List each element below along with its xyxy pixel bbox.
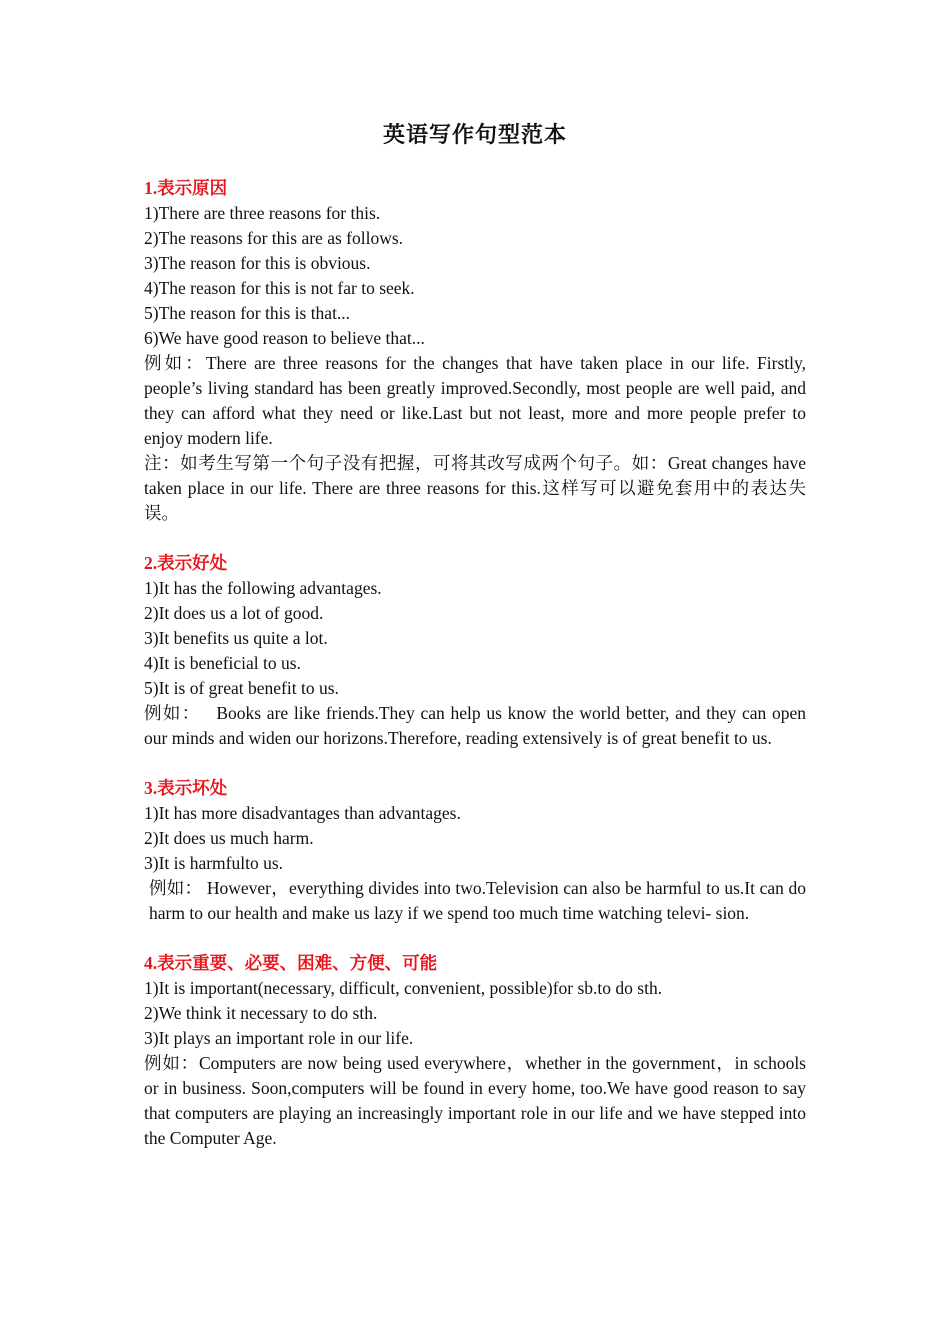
sentence-pattern: 2)It does us much harm.: [144, 828, 314, 848]
document-title: 英语写作句型范本: [382, 123, 567, 148]
section-heading: 1.表示原因: [144, 178, 228, 198]
sentence-pattern: 5)It is of great benefit to us.: [144, 678, 339, 698]
section-reasons: [144, 176, 806, 526]
sentence-pattern: 1)There are three reasons for this.: [144, 203, 381, 223]
section-heading: 3.表示坏处: [144, 778, 228, 798]
document-page: [144, 118, 806, 1176]
section-advantages: [144, 551, 806, 751]
sentence-pattern: 4)The reason for this is not far to seek.: [144, 278, 415, 298]
sentence-pattern: 3)It is harmfulto us.: [144, 853, 284, 873]
example-paragraph: 例如：There are three reasons for the changes that have taken place in our life. Firstly, people’s living standard has been greatly improved.Secondly, most people are well paid, and they can afford what they need or like.Last but not least, more and more people prefer to enjoy modern life.: [144, 353, 806, 448]
sentence-pattern: 1)It has more disadvantages than advantages.: [144, 803, 461, 823]
sentence-pattern: 2)It does us a lot of good.: [144, 603, 324, 623]
sentence-pattern: 3)The reason for this is obvious.: [144, 253, 371, 273]
section-heading: 2.表示好处: [144, 553, 228, 573]
sentence-pattern: 4)It is beneficial to us.: [144, 653, 301, 673]
example-paragraph: 例如：Computers are now being used everywhere，whether in the government，in schools or in business. Soon,computers will be found in every home, too.We have good reason to say that computers are playing an increasingly important role in our life and we have stepped into the Computer Age.: [144, 1053, 806, 1148]
sentence-pattern: 2)We think it necessary to do sth.: [144, 1003, 378, 1023]
sentence-pattern: 1)It has the following advantages.: [144, 578, 382, 598]
example-paragraph: 例如： However，everything divides into two.Television can also be harmful to us.It can do harm to our health and make us lazy if we spend too much time watching televi- sion.: [149, 878, 806, 923]
sentence-pattern: 2)The reasons for this are as follows.: [144, 228, 404, 248]
note-paragraph: 注：如考生写第一个句子没有把握，可将其改写成两个句子。如：Great changes have taken place in our life. There are three reasons for this.这样写可以避免套用中的表达失误。: [144, 453, 806, 523]
section-importance: [144, 951, 806, 1151]
sentence-pattern: 6)We have good reason to believe that...: [144, 328, 425, 348]
sentence-pattern: 5)The reason for this is that...: [144, 303, 351, 323]
section-disadvantages: [144, 776, 806, 926]
sentence-pattern: 1)It is important(necessary, difficult, convenient, possible)for sb.to do sth.: [144, 978, 663, 998]
example-paragraph: 例如： Books are like friends.They can help us know the world better, and they can open our minds and widen our horizons.Therefore, reading extensively is of great benefit to us.: [144, 703, 806, 748]
section-heading: 4.表示重要、必要、困难、方便、可能: [144, 953, 438, 973]
sentence-pattern: 3)It benefits us quite a lot.: [144, 628, 328, 648]
sentence-pattern: 3)It plays an important role in our life.: [144, 1028, 414, 1048]
